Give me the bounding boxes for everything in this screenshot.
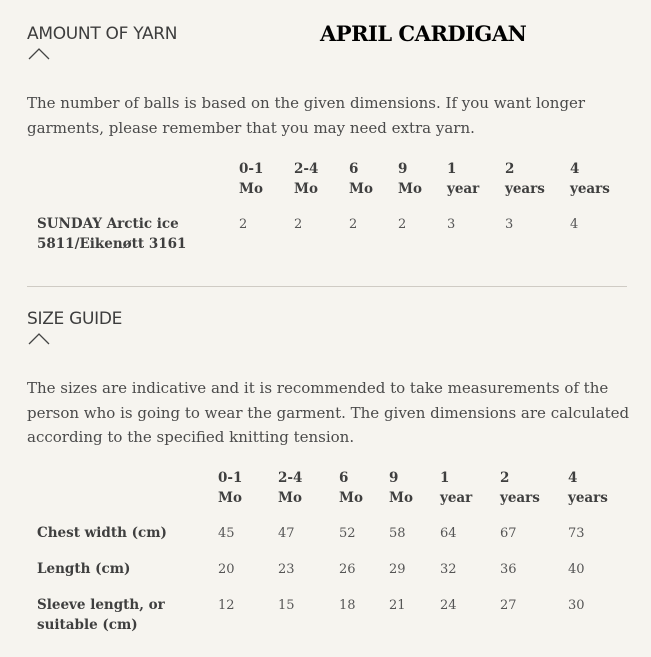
row-label: SUNDAY Arctic ice [37, 216, 179, 232]
yarn-section-heading[interactable]: AMOUNT OF YARN [27, 24, 178, 44]
table-cell: 2 [294, 217, 303, 232]
table-cell: 29 [389, 562, 406, 577]
column-header: 9 [398, 161, 408, 177]
yarn-description: The number of balls is based on the given dimensions. If you want longer garments, please remember that you may need extra yarn. [27, 94, 586, 137]
column-header: year [440, 490, 473, 506]
column-header: Mo [398, 181, 422, 197]
table-cell: 2 [398, 217, 407, 232]
size-guide-heading[interactable]: SIZE GUIDE [27, 309, 123, 329]
column-header: 0-1 [239, 161, 264, 177]
column-header: Mo [278, 490, 302, 506]
table-cell: 3 [505, 217, 514, 232]
table-cell: 20 [218, 562, 235, 577]
table-cell: 26 [339, 562, 356, 577]
column-header: 6 [339, 470, 349, 486]
column-header: years [568, 490, 608, 506]
table-cell: 32 [440, 562, 457, 577]
column-header: Mo [389, 490, 413, 506]
table-cell: 58 [389, 526, 406, 541]
table-cell: 40 [568, 562, 585, 577]
row-label: 5811/Eikenøtt 3161 [37, 236, 187, 252]
table-cell: 64 [440, 526, 457, 541]
table-cell: 18 [339, 598, 356, 613]
column-header: 2 [500, 470, 510, 486]
table-cell: 36 [500, 562, 517, 577]
row-label: suitable (cm) [37, 617, 138, 633]
product-title: APRIL CARDIGAN [320, 21, 527, 46]
row-label: Chest width (cm) [37, 525, 167, 541]
chevron-up-icon[interactable] [28, 333, 50, 345]
column-header: Mo [239, 181, 263, 197]
column-header: Mo [339, 490, 363, 506]
row-label: Length (cm) [37, 561, 131, 577]
column-header: years [570, 181, 610, 197]
table-cell: 52 [339, 526, 356, 541]
table-cell: 3 [447, 217, 456, 232]
table-cell: 4 [570, 217, 579, 232]
section-divider [27, 286, 627, 287]
column-header: 2 [505, 161, 515, 177]
table-cell: 21 [389, 598, 406, 613]
column-header: years [505, 181, 545, 197]
column-header: Mo [294, 181, 318, 197]
table-cell: 2 [349, 217, 358, 232]
table-cell: 73 [568, 526, 585, 541]
column-header: 4 [568, 470, 578, 486]
column-header: years [500, 490, 540, 506]
column-header: 0-1 [218, 470, 243, 486]
table-cell: 24 [440, 598, 457, 613]
column-header: 9 [389, 470, 399, 486]
column-header: 4 [570, 161, 580, 177]
table-cell: 45 [218, 526, 235, 541]
column-header: 2-4 [278, 470, 303, 486]
column-header: Mo [349, 181, 373, 197]
chevron-up-icon[interactable] [28, 48, 50, 60]
column-header: 1 [447, 161, 457, 177]
size-description: The sizes are indicative and it is recommended to take measurements of the person who is going to wear the garment. The given dimensions are calculated according to the specified knitting tension. [27, 379, 630, 446]
table-cell: 2 [239, 217, 248, 232]
table-cell: 30 [568, 598, 585, 613]
column-header: 2-4 [294, 161, 319, 177]
column-header: 6 [349, 161, 359, 177]
column-header: year [447, 181, 480, 197]
table-cell: 15 [278, 598, 295, 613]
table-cell: 67 [500, 526, 517, 541]
row-label: Sleeve length, or [37, 597, 165, 613]
column-header: 1 [440, 470, 450, 486]
column-header: Mo [218, 490, 242, 506]
table-cell: 47 [278, 526, 295, 541]
table-cell: 12 [218, 598, 235, 613]
table-cell: 23 [278, 562, 295, 577]
table-cell: 27 [500, 598, 517, 613]
